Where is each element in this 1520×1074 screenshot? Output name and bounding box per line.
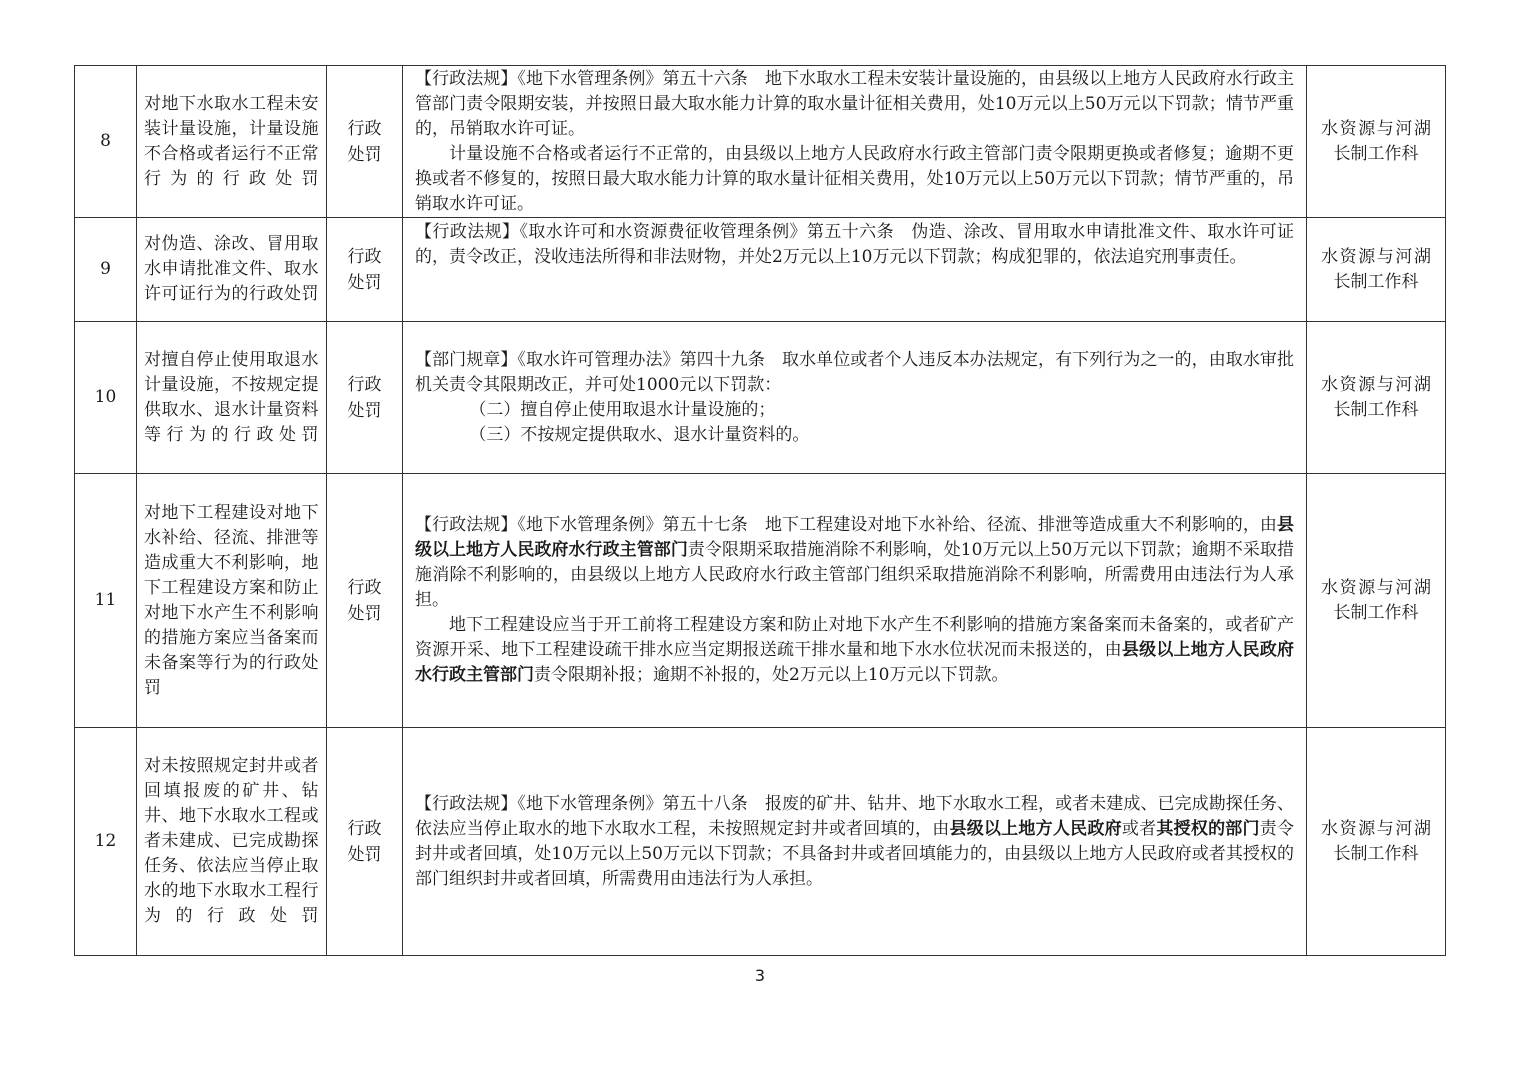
basis-paragraph: 【行政法规】《地下水管理条例》第五十六条 地下水取水工程未安装计量设施的，由县级以上地方人民政府水行政主管部门责令限期安装，并按照日最大取水能力计算的取水量计征相关费用，处10万元以上50万元以下罚款；情节严重的，吊销取水许可证。 — [415, 68, 1294, 139]
emphasis-authority: 县级以上地方人民政府水行政主管部门 — [415, 515, 1294, 560]
item-type: 行政处罚 — [327, 66, 403, 218]
legal-basis — [403, 474, 1307, 728]
item-type: 行政处罚 — [327, 322, 403, 474]
item-type: 行政处罚 — [327, 474, 403, 728]
regulation-table-container — [74, 65, 1446, 956]
item-name: 对地下水取水工程未安装计量设施，计量设施不合格或者运行不正常行为的行政处罚 — [137, 66, 327, 218]
basis-paragraph: 【行政法规】《地下水管理条例》第五十八条 报废的矿井、钻井、地下水取水工程，或者未建成、已完成勘探任务、依法应当停止取水的地下水取水工程，未按照规定封井或者回填的，由县级以上地方人民政府或者其授权的部门责令封井或者回填，处10万元以上50万元以下罚款；不具备封井或者回填能力的，由县级以上地方人民政府或者其授权的部门组织封井或者回填，所需费用由违法行为人承担。 — [415, 793, 1295, 889]
item-type: 行政处罚 — [327, 218, 403, 322]
page-number: 3 — [754, 966, 766, 985]
responsible-department: 水资源与河湖长制工作科 — [1307, 322, 1446, 474]
item-name: 对伪造、涂改、冒用取水申请批准文件、取水许可证行为的行政处罚 — [137, 218, 327, 322]
row-number: 10 — [75, 322, 137, 474]
item-type: 行政处罚 — [327, 728, 403, 956]
item-name: 对擅自停止使用取退水计量设施，不按规定提供取水、退水计量资料等行为的行政处罚 — [137, 322, 327, 474]
table-row — [75, 218, 1446, 322]
basis-paragraph: 地下工程建设应当于开工前将工程建设方案和防止对地下水产生不利影响的措施方案备案而未备案的，或者矿产资源开采、地下工程建设疏干排水应当定期报送疏干排水量和地下水水位状况而未报送的，由县级以上地方人民政府水行政主管部门责令限期补报；逾期不补报的，处2万元以上10万元以下罚款。 — [415, 615, 1295, 685]
legal-basis — [403, 728, 1307, 956]
table-row — [75, 322, 1446, 474]
basis-clause: （三）不按规定提供取水、退水计量资料的。 — [469, 424, 810, 445]
table-row — [75, 474, 1446, 728]
item-name: 对未按照规定封井或者回填报废的矿井、钻井、地下水取水工程或者未建成、已完成勘探任务、依法应当停止取水的地下水取水工程行为的行政处罚 — [137, 728, 327, 956]
table-row — [75, 66, 1446, 218]
legal-basis — [403, 66, 1307, 218]
row-number: 9 — [75, 218, 137, 322]
responsible-department: 水资源与河湖长制工作科 — [1307, 66, 1446, 218]
row-number: 11 — [75, 474, 137, 728]
emphasis-authority: 县级以上地方人民政府水行政主管部门 — [415, 640, 1295, 685]
row-number: 8 — [75, 66, 137, 218]
legal-basis — [403, 218, 1307, 322]
emphasis-authority: 县级以上地方人民政府 — [949, 818, 1122, 839]
row-number: 12 — [75, 728, 137, 956]
basis-paragraph: 【行政法规】《取水许可和水资源费征收管理条例》第五十六条 伪造、涂改、冒用取水申请批准文件、取水许可证的，责令改正，没收违法所得和非法财物，并处2万元以上10万元以下罚款；构成犯罪的，依法追究刑事责任。 — [415, 222, 1294, 267]
table-row — [75, 728, 1446, 956]
basis-paragraph: 计量设施不合格或者运行不正常的，由县级以上地方人民政府水行政主管部门责令限期更换或者修复；逾期不更换或者不修复的，按照日最大取水能力计算的取水量计征相关费用，处10万元以上50万元以下罚款；情节严重的，吊销取水许可证。 — [415, 143, 1294, 214]
legal-basis — [403, 322, 1307, 474]
basis-paragraph: 【行政法规】《地下水管理条例》第五十七条 地下工程建设对地下水补给、径流、排泄等造成重大不利影响的，由县级以上地方人民政府水行政主管部门责令限期采取措施消除不利影响，处10万元以上50万元以下罚款；逾期不采取措施消除不利影响的，由县级以上地方人民政府水行政主管部门组织采取措施消除不利影响，所需费用由违法行为人承担。 — [415, 515, 1294, 610]
responsible-department: 水资源与河湖长制工作科 — [1307, 728, 1446, 956]
responsible-department: 水资源与河湖长制工作科 — [1307, 474, 1446, 728]
emphasis-authority: 其授权的部门 — [1156, 818, 1260, 839]
basis-paragraph: 【部门规章】《取水许可管理办法》第四十九条 取水单位或者个人违反本办法规定，有下列行为之一的，由取水审批机关责令其限期改正，并可处1000元以下罚款： — [415, 349, 1294, 395]
item-name: 对地下工程建设对地下水补给、径流、排泄等造成重大不利影响，地下工程建设方案和防止对地下水产生不利影响的措施方案应当备案而未备案等行为的行政处罚 — [137, 474, 327, 728]
regulation-table — [74, 65, 1446, 956]
responsible-department: 水资源与河湖长制工作科 — [1307, 218, 1446, 322]
basis-clause: （二）擅自停止使用取退水计量设施的； — [469, 399, 776, 420]
